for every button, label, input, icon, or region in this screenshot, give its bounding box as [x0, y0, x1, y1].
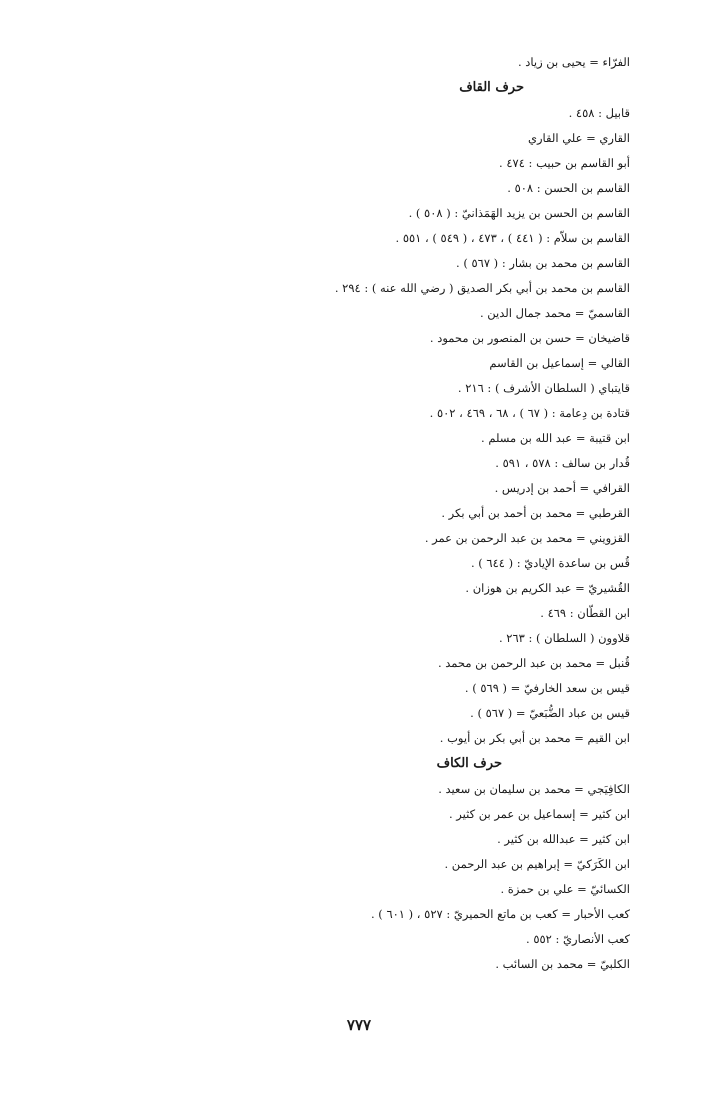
section-qaf-entries: [210, 101, 630, 751]
index-entry: الكافِيَجي = محمد بن سليمان بن سعيد .: [438, 782, 630, 796]
index-entry: ابن كثير = إسماعيل بن عمر بن كثير .: [449, 807, 630, 821]
index-entry: قلاوون ( السلطان ) : ٢٦٣ .: [498, 631, 630, 645]
index-entry: قُنبل = محمد بن عبد الرحمن بن محمد .: [437, 656, 630, 670]
index-entry: قُس بن ساعدة الإياديّ : ( ٦٤٤ ) .: [470, 556, 630, 570]
index-entry: قُدار بن سالف : ٥٧٨ ، ٥٩١ .: [495, 456, 630, 470]
index-entry: ابن الكَرَكيّ = إبراهيم بن عبد الرحمن .: [444, 857, 630, 871]
index-entry: قاضيخان = حسن بن المنصور بن محمود .: [429, 331, 630, 345]
index-entry: القاسم بن الحسن : ٥٠٨ .: [507, 181, 630, 195]
index-entry: القاسم بن محمد بن أبي بكر الصديق ( رضي الله عنه ) : ٢٩٤ .: [334, 281, 630, 295]
index-entry: القُشيريّ = عبد الكريم بن هوزان .: [465, 581, 630, 595]
index-entry: القاسم بن سلاّم : ( ٤٤١ ) ، ٤٧٣ ، ( ٥٤٩ ) ، ٥٥١ .: [395, 231, 630, 245]
index-entry: قايتباي ( السلطان الأشرف ) : ٢١٦ .: [457, 381, 630, 395]
page-number: ٧٧٧: [346, 1016, 372, 1034]
index-entry: القاري = علي القاري: [527, 131, 630, 145]
index-entry: ابن قتيبة = عبد الله بن مسلم .: [481, 431, 630, 445]
index-entry: أبو القاسم بن حبيب : ٤٧٤ .: [499, 156, 630, 170]
index-entry: قيس بن عباد الضُّبَعيّ = ( ٥٦٧ ) .: [470, 706, 630, 720]
index-entry: ابن كثير = عبدالله بن كثير .: [497, 832, 630, 846]
index-entry: قابيل : ٤٥٨ .: [568, 106, 630, 120]
index-entry: ابن القطّان : ٤٦٩ .: [540, 606, 630, 620]
index-column: [210, 50, 630, 977]
section-kaf-entries: [210, 777, 630, 977]
section-heading-kaf: حرف الكاف: [436, 756, 502, 771]
index-entry: القرطبي = محمد بن أحمد بن أبي بكر .: [441, 506, 630, 520]
index-entry: قتادة بن دِعامة : ( ٦٧ ) ، ٦٨ ، ٤٦٩ ، ٥٠٢ .: [429, 406, 630, 420]
index-entry: القاسم بن الحسن بن يزيد الهَمَذانيّ : ( ٥٠٨ ) .: [408, 206, 630, 220]
index-entry: القرافي = أحمد بن إدريس .: [494, 481, 630, 495]
index-entry: ابن القيم = محمد بن أبي بكر بن أيوب .: [439, 731, 630, 745]
index-entry: القاسم بن محمد بن بشار : ( ٥٦٧ ) .: [456, 256, 630, 270]
index-entry: الكلبيّ = محمد بن السائب .: [495, 957, 630, 971]
index-entry: الكسائيّ = علي بن حمزة .: [500, 882, 630, 896]
section-heading-qaf: حرف القاف: [459, 80, 524, 95]
index-entry: قيس بن سعد الخارفيّ = ( ٥٦٩ ) .: [464, 681, 630, 695]
index-entry: القزويني = محمد بن عبد الرحمن بن عمر .: [424, 531, 630, 545]
index-entry: القالي = إسماعيل بن القاسم: [489, 356, 630, 370]
index-entry: كعب الأحبار = كعب بن ماتع الحميريّ : ٥٢٧ ، ( ٦٠١ ) .: [371, 907, 630, 921]
index-entry: القاسميّ = محمد جمال الدين .: [479, 306, 630, 320]
index-entry: الفرّاء = يحيى بن زياد .: [517, 55, 630, 69]
index-entry: كعب الأنصاريّ : ٥٥٢ .: [526, 932, 630, 946]
